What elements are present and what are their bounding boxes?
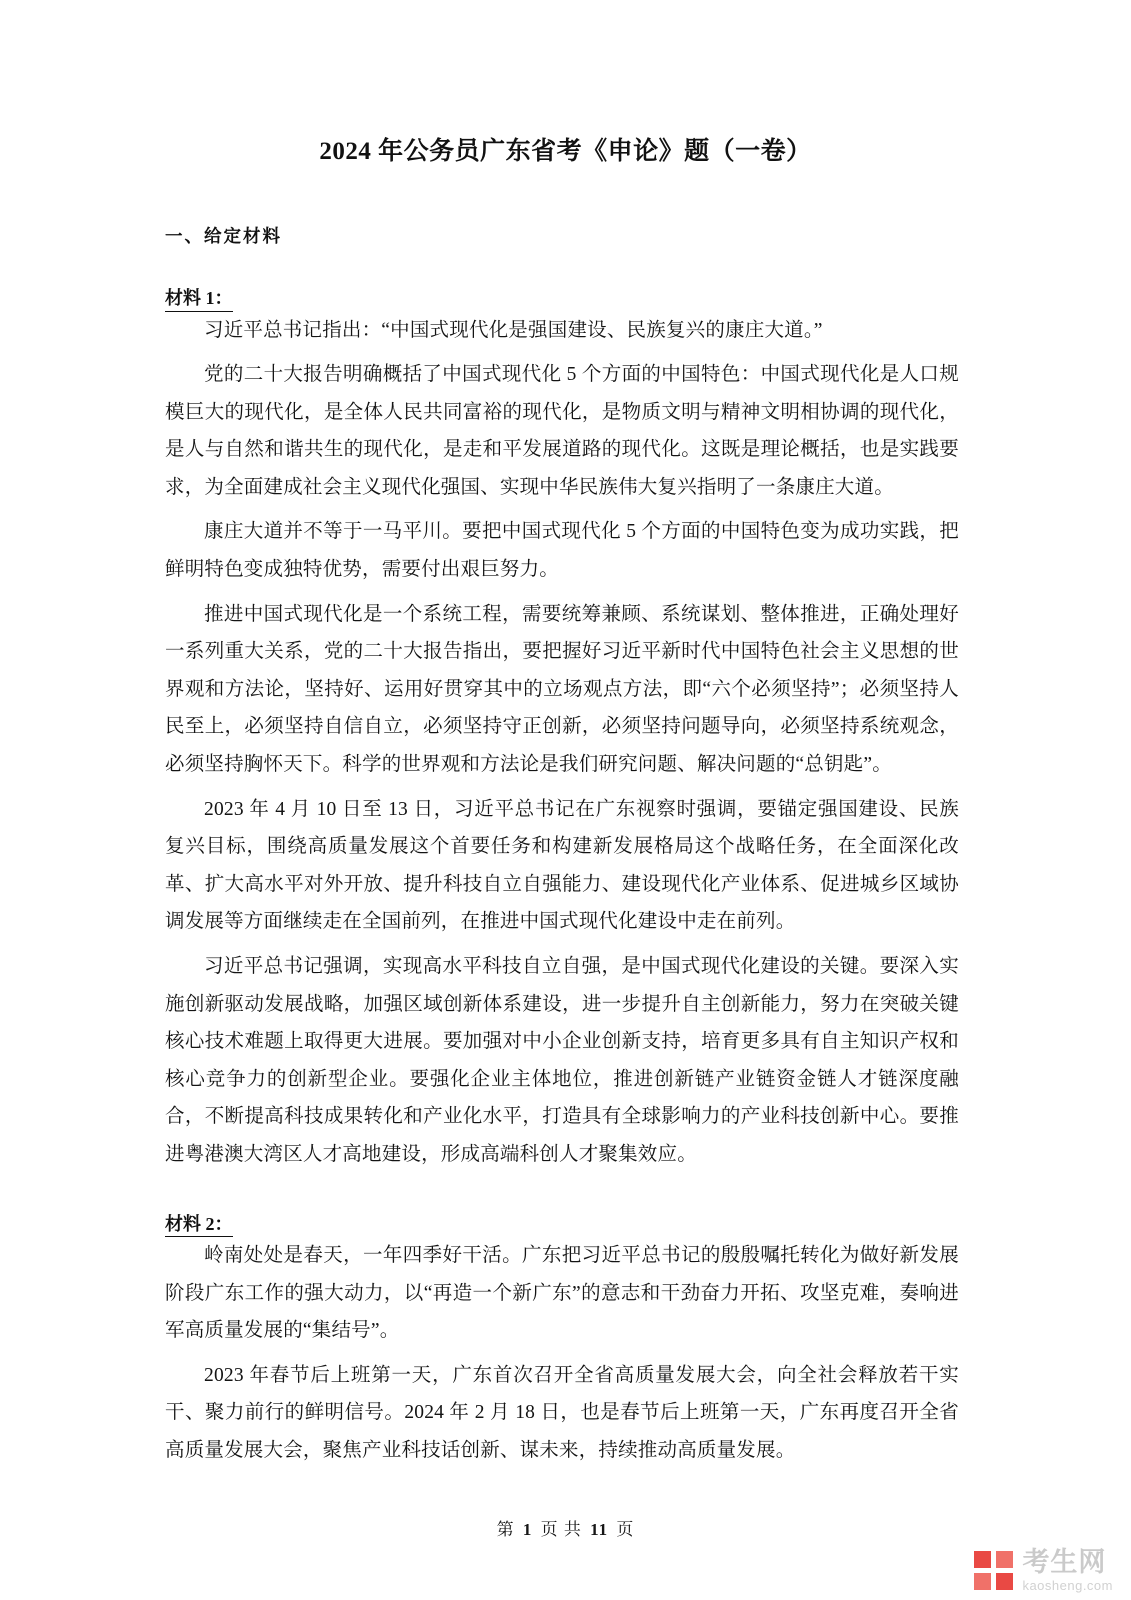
watermark-text — [1022, 1549, 1113, 1592]
page-title: 2024 年公务员广东省考《申论》题（一卷） — [319, 138, 812, 165]
footer-current-page: 1 — [522, 1520, 533, 1539]
paragraph: 习近平总书记指出：“中国式现代化是强国建设、民族复兴的康庄大道。” — [204, 319, 823, 341]
footer-total-pages: 11 — [590, 1520, 609, 1539]
document-body — [0, 223, 1131, 1470]
watermark — [974, 1549, 1113, 1592]
page-footer — [0, 1515, 1131, 1540]
paragraph: 岭南处处是春天，一年四季好干活。广东把习近平总书记的殷殷嘱托转化为做好新发展阶段广东工作的强大动力，以“再造一个新广东”的意志和干劲奋力开拓、攻坚克难，奏响进军高质量发展的“集结号”。 — [165, 1245, 959, 1342]
material-2-heading-wrap — [165, 1194, 959, 1238]
watermark-logo-icon — [974, 1551, 1014, 1591]
footer-middle: 页 共 — [540, 1520, 582, 1539]
paragraph: 推进中国式现代化是一个系统工程，需要统筹兼顾、系统谋划、整体推进，正确处理好一系列重大关系，党的二十大报告指出，要把握好习近平新时代中国特色社会主义思想的世界观和方法论，坚持好、运用好贯穿其中的立场观点方法，即“六个必须坚持”；必须坚持人民至上，必须坚持自信自立，必须坚持守正创新，必须坚持问题导向，必须坚持系统观念，必须坚持胸怀天下。科学的世界观和方法论是我们研究问题、解决问题的“总钥匙”。 — [165, 603, 959, 776]
paragraph: 习近平总书记强调，实现高水平科技自立自强，是中国式现代化建设的关键。要深入实施创新驱动发展战略，加强区域创新体系建设，进一步提升自主创新能力，努力在突破关键核心技术难题上取得更大进展。要加强对中小企业创新支持，培育更多具有自主知识产权和核心竞争力的创新型企业。要强化企业主体地位，推进创新链产业链资金链人才链深度融合，不断提高科技成果转化和产业化水平，打造具有全球影响力的产业科技创新中心。要推进粤港澳大湾区人才高地建设，形成高端科创人才聚集效应。 — [165, 956, 959, 1165]
material-1-heading: 材料 1： — [165, 287, 233, 312]
footer-suffix: 页 — [616, 1520, 635, 1539]
footer-prefix: 第 — [496, 1520, 515, 1539]
paragraph: 党的二十大报告明确概括了中国式现代化 5 个方面的中国特色：中国式现代化是人口规模巨大的现代化，是全体人民共同富裕的现代化，是物质文明与精神文明相协调的现代化，是人与自然和谐共生的现代化，是走和平发展道路的现代化。这既是理论概括，也是实践要求，为全面建成社会主义现代化强国、实现中华民族伟大复兴指明了一条康庄大道。 — [165, 364, 959, 498]
watermark-brand-cn: 考生网 — [1022, 1547, 1107, 1577]
section-heading: 一、给定材料 — [165, 226, 282, 246]
material-1-heading-wrap — [165, 268, 959, 312]
material-2-heading: 材料 2： — [165, 1213, 233, 1238]
paragraph: 2023 年春节后上班第一天，广东首次召开全省高质量发展大会，向全社会释放若干实干、聚力前行的鲜明信号。2024 年 2 月 18 日，也是春节后上班第一天，广东再度召开全省高质量发展大会，聚焦产业科技话创新、谋未来，持续推动高质量发展。 — [165, 1364, 959, 1462]
watermark-brand-en: kaosheng.com — [1022, 1578, 1113, 1593]
paragraph: 康庄大道并不等于一马平川。要把中国式现代化 5 个方面的中国特色变为成功实践，把鲜明特色变成独特优势，需要付出艰巨努力。 — [165, 521, 959, 581]
paragraph: 2023 年 4 月 10 日至 13 日，习近平总书记在广东视察时强调，要锚定强国建设、民族复兴目标，围绕高质量发展这个首要任务和构建新发展格局这个战略任务，在全面深化改革、扩大高水平对外开放、提升科技自立自强能力、建设现代化产业体系、促进城乡区域协调发展等方面继续走在全国前列，在推进中国式现代化建设中走在前列。 — [165, 798, 959, 933]
